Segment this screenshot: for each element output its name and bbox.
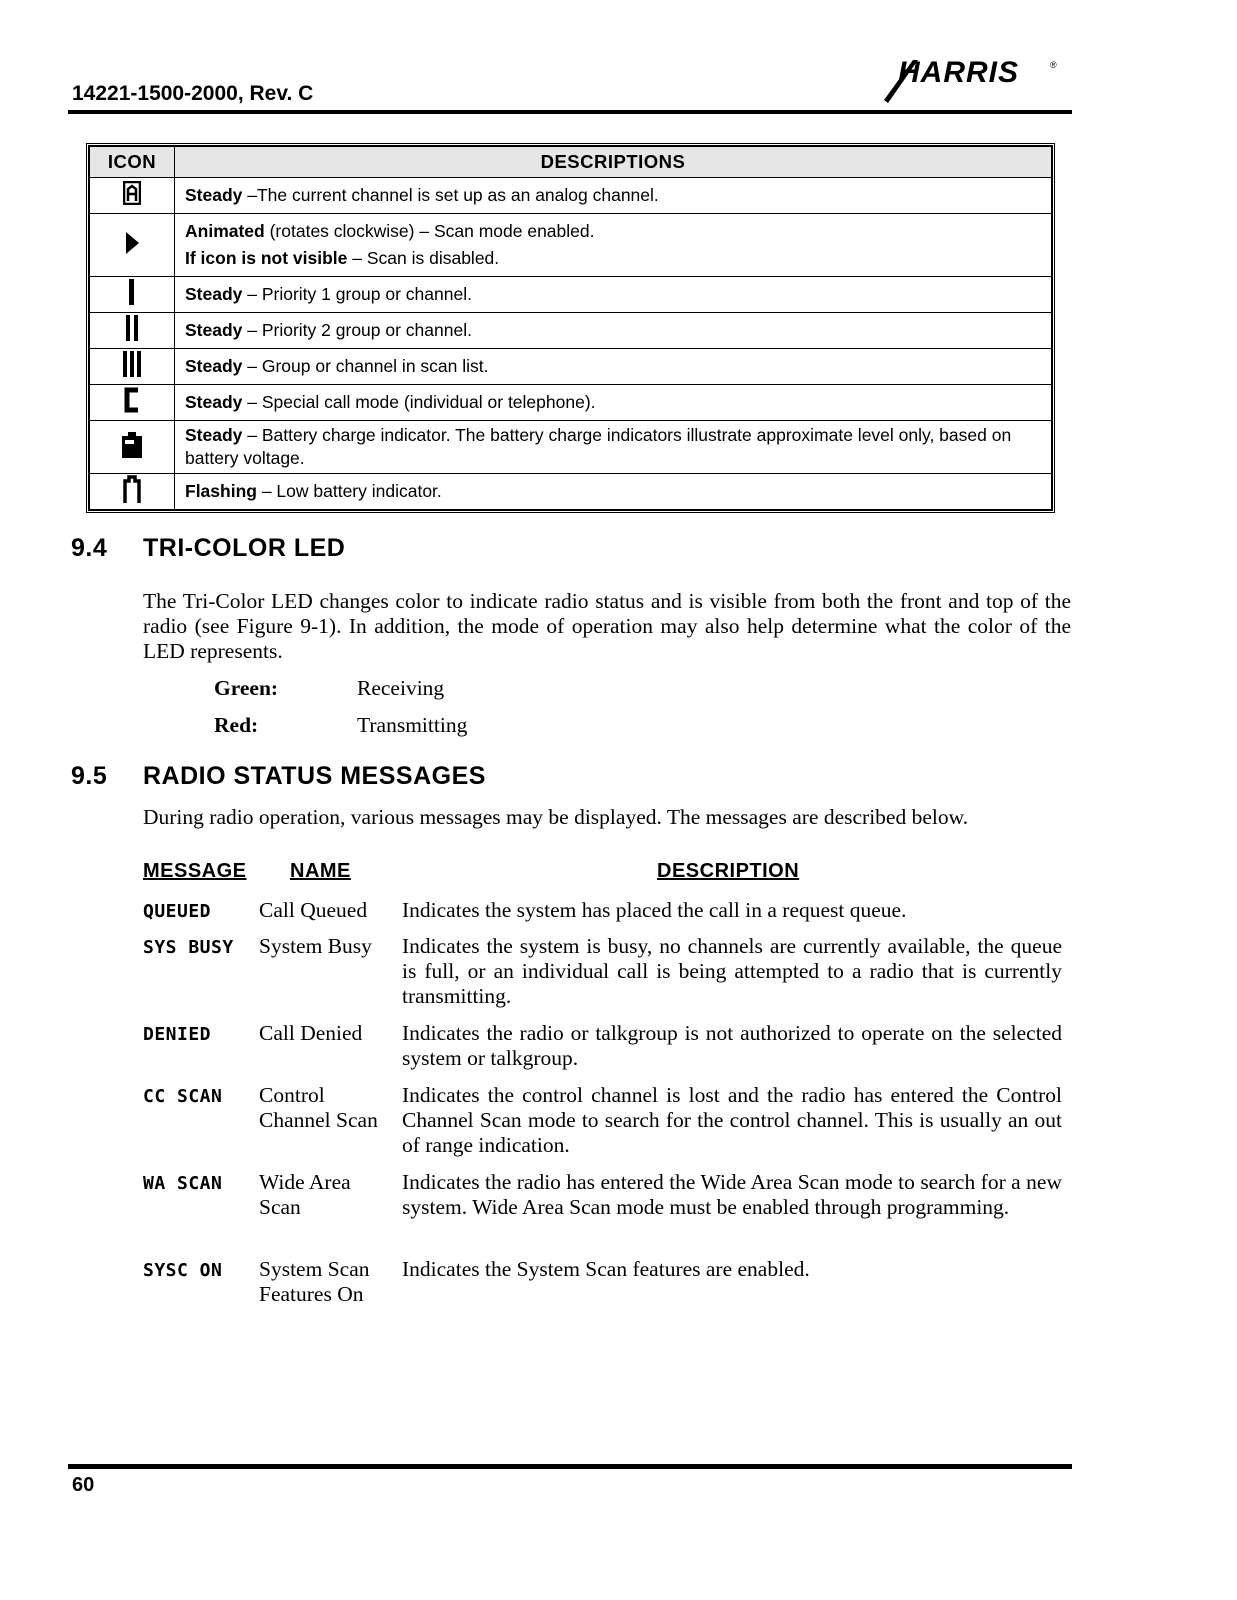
description-column-header: DESCRIPTION — [657, 860, 800, 882]
message-description: Indicates the System Scan features are enabled. — [402, 1257, 810, 1281]
message-description: Indicates the control channel is lost and the radio has entered the Control Channel Scan mode to search for the control channel. This is usually an out of range indication. — [402, 1083, 1062, 1157]
table-row: Steady –The current channel is set up as an analog channel. — [90, 178, 1052, 214]
led-paragraph: The Tri-Color LED changes color to indicate radio status and is visible from both the front and top of the radio (see Figure 9-1). In addition, the mode of operation may also help determine what the color of the LED represents. — [143, 589, 1071, 663]
descriptions-column-header: DESCRIPTIONS — [175, 147, 1052, 178]
special-call-icon — [124, 387, 140, 418]
led-color-term: Green: — [214, 676, 279, 700]
message-name: Wide Area Scan — [259, 1170, 351, 1219]
message-code: SYS BUSY — [143, 937, 234, 958]
message-name: System Busy — [259, 934, 372, 958]
message-code: CC SCAN — [143, 1086, 223, 1107]
scan-arrow-icon — [124, 231, 140, 260]
message-description: Indicates the system is busy, no channels are currently available, the queue is full, or an individual call is being attempted to a radio that is currently transmitting. — [402, 934, 1062, 1008]
messages-intro: During radio operation, various messages may be displayed. The messages are described below. — [143, 805, 969, 829]
footer-rule — [68, 1464, 1072, 1469]
table-row: Steady – Priority 2 group or channel. — [90, 313, 1052, 349]
message-name: Control Channel Scan — [259, 1083, 378, 1132]
message-column-header: MESSAGE — [143, 860, 247, 882]
table-row: Animated (rotates clockwise) – Scan mode enabled. If icon is not visible – Scan is disabled. — [90, 214, 1052, 277]
icon-description-table — [86, 143, 1055, 513]
icon-column-header: ICON — [90, 147, 175, 178]
page-number: 60 — [72, 1474, 95, 1496]
message-name: Call Denied — [259, 1021, 363, 1045]
led-color-meaning: Transmitting — [357, 713, 468, 737]
scan-list-icon — [122, 351, 142, 382]
led-color-term: Red: — [214, 713, 259, 737]
led-color-meaning: Receiving — [357, 676, 445, 700]
harris-logo — [880, 48, 1060, 108]
message-code: SYSC ON — [143, 1260, 223, 1281]
svg-text:HARRIS: HARRIS — [898, 56, 1020, 89]
battery-icon — [121, 432, 143, 463]
message-name: Call Queued — [259, 898, 368, 922]
message-code: WA SCAN — [143, 1173, 223, 1194]
priority-2-icon — [125, 315, 139, 346]
priority-1-icon — [128, 279, 136, 310]
document-number: 14221-1500-2000, Rev. C — [72, 82, 314, 105]
message-code: QUEUED — [143, 901, 212, 922]
header-rule — [68, 110, 1072, 114]
message-description: Indicates the system has placed the call in a request queue. — [402, 898, 907, 922]
message-code: DENIED — [143, 1024, 212, 1045]
name-column-header: NAME — [290, 860, 351, 882]
table-row: Steady – Group or channel in scan list. — [90, 349, 1052, 385]
table-row: Flashing – Low battery indicator. — [90, 474, 1052, 510]
table-row: Steady – Special call mode (individual or telephone). — [90, 385, 1052, 421]
low-battery-icon — [122, 475, 142, 508]
table-row: Steady – Priority 1 group or channel. — [90, 277, 1052, 313]
message-name: System Scan Features On — [259, 1257, 370, 1306]
table-row: Steady – Battery charge indicator. The battery charge indicators illustrate approximate level only, based on battery voltage. — [90, 421, 1052, 474]
analog-a-icon — [123, 181, 141, 210]
message-description: Indicates the radio or talkgroup is not authorized to operate on the selected system or talkgroup. — [402, 1021, 1062, 1070]
svg-text:®: ® — [1050, 60, 1057, 70]
message-description: Indicates the radio has entered the Wide Area Scan mode to search for a new system. Wide Area Scan mode must be enabled through programming. — [402, 1170, 1062, 1219]
